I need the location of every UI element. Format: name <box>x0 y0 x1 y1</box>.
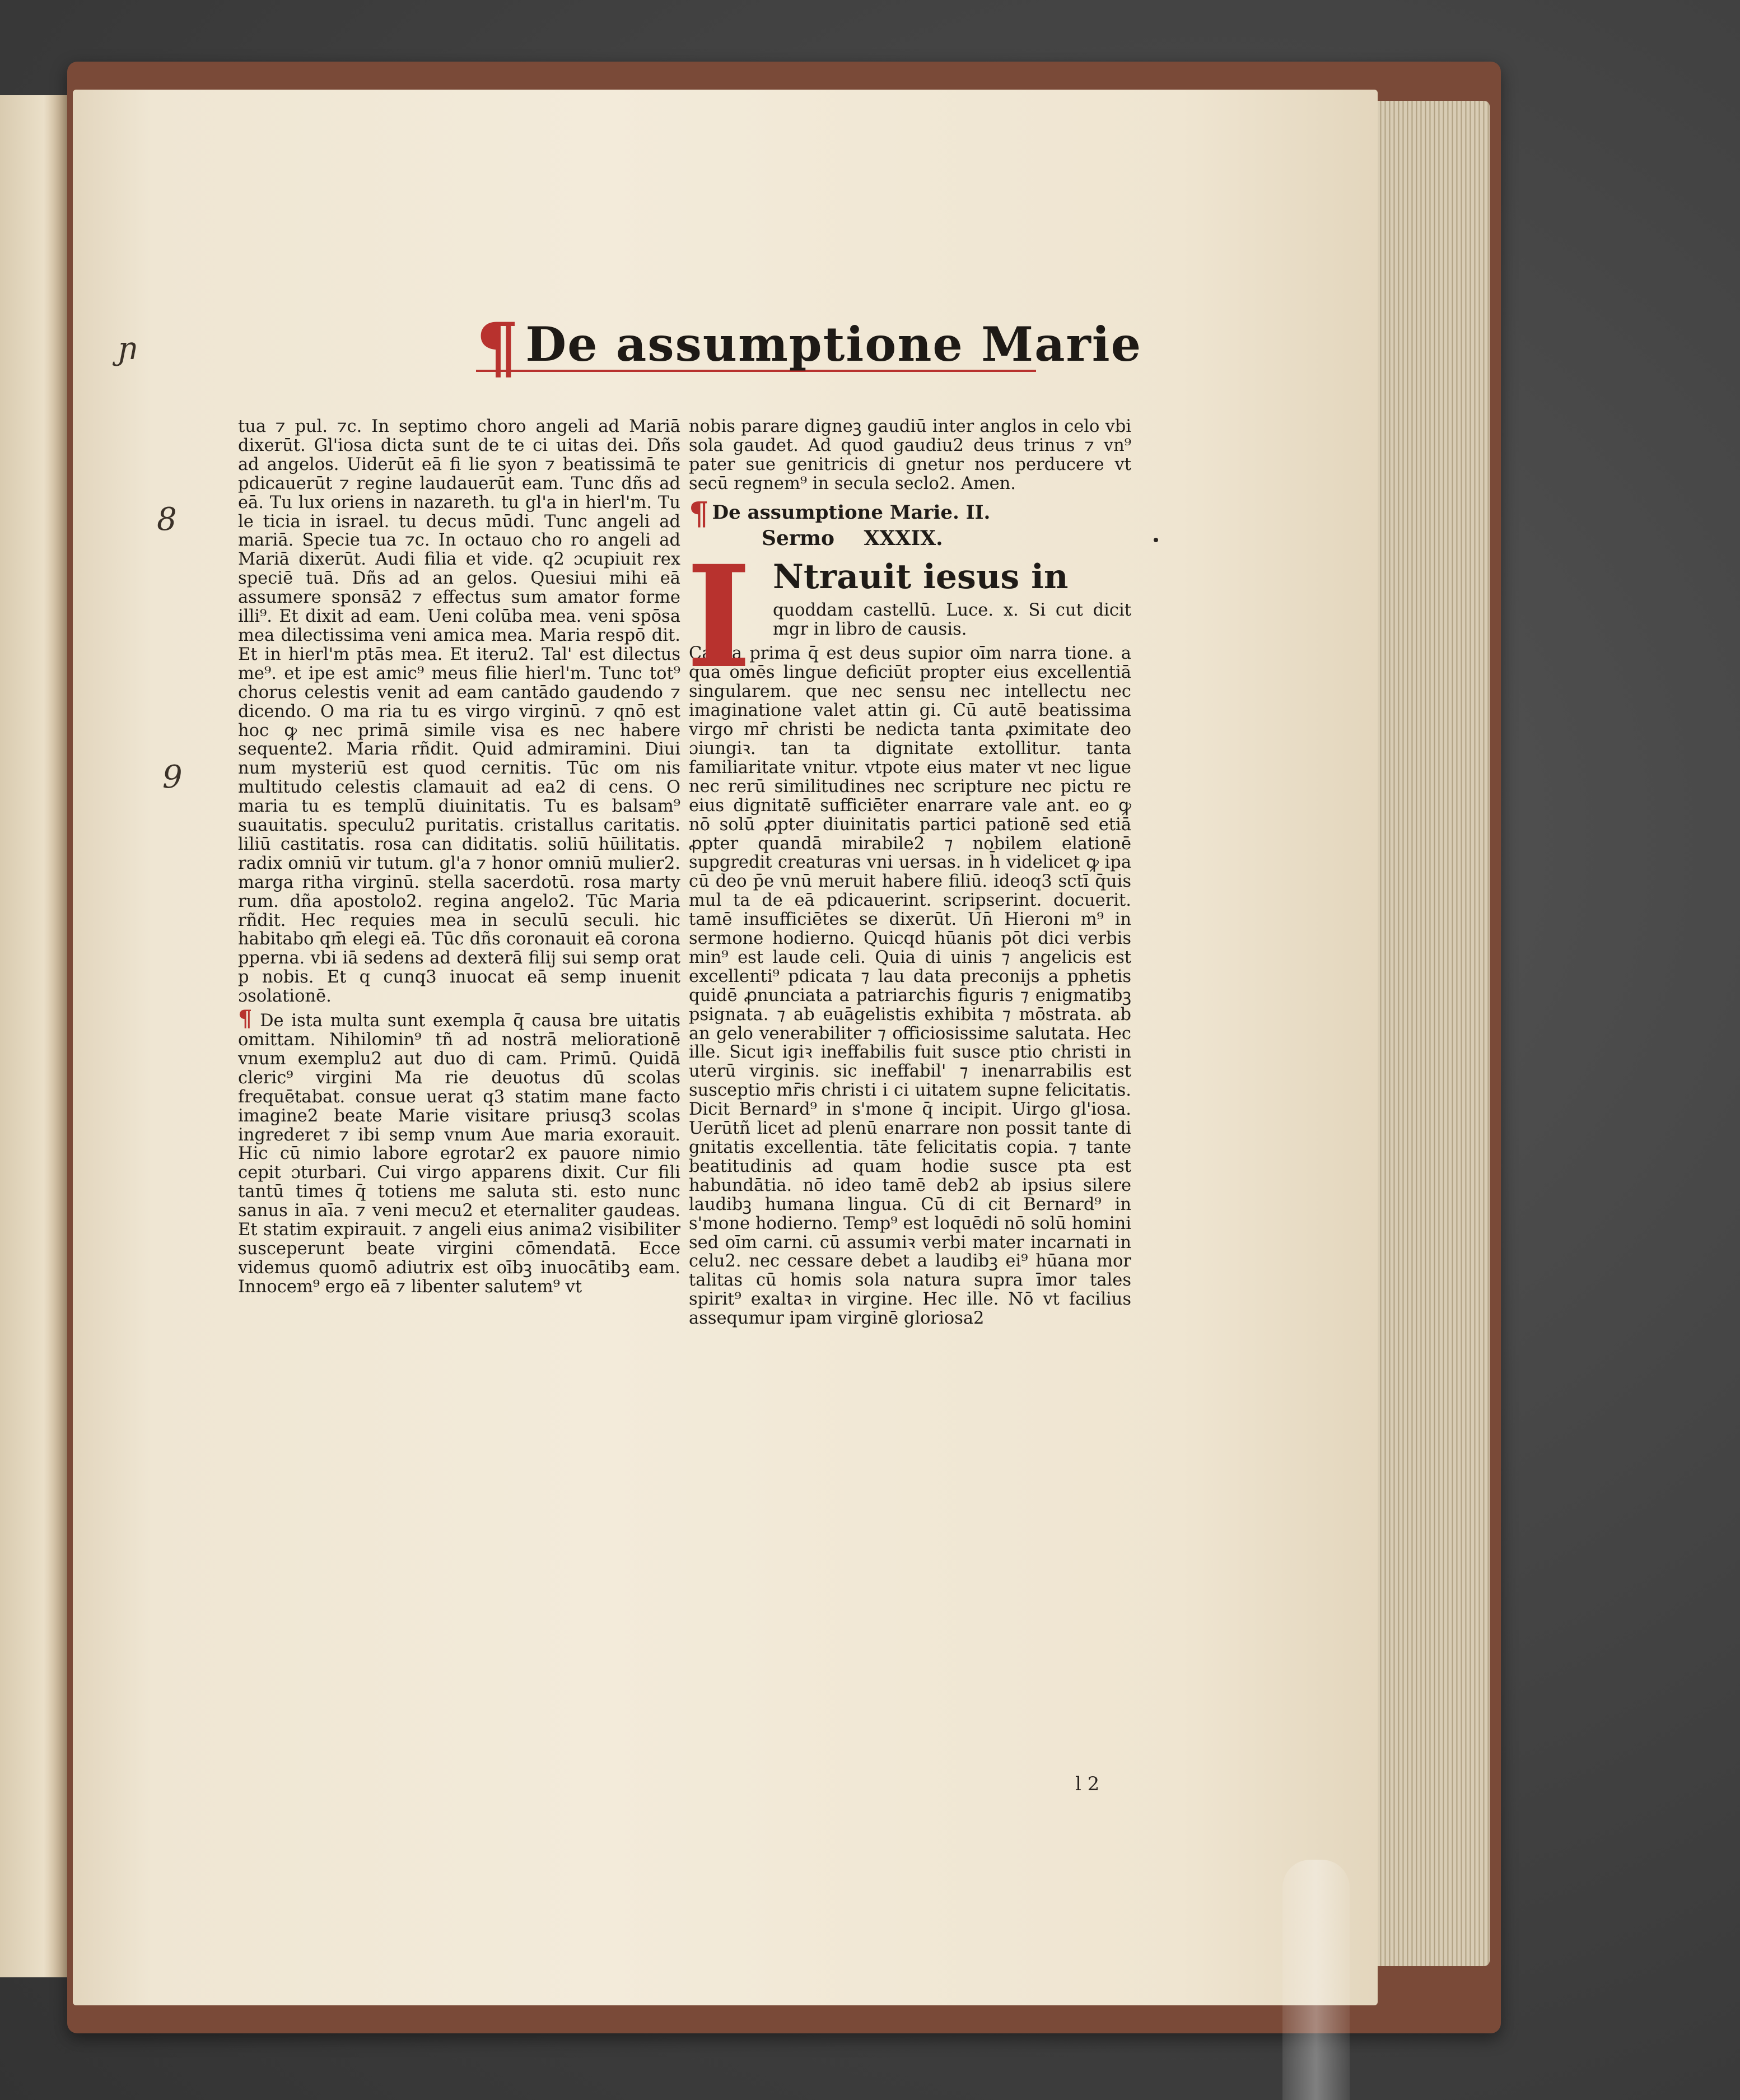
sermon-heading <box>689 495 1131 532</box>
left-column <box>238 417 680 1784</box>
heading-pilcrow: ¶ <box>689 495 709 532</box>
marginal-note-1: ɲ <box>118 330 138 367</box>
marginal-note-3: 9 <box>162 759 183 795</box>
decorated-initial: I <box>686 534 752 699</box>
book-cradle-stand <box>1282 1860 1350 2100</box>
sermon-number-line <box>689 526 1131 551</box>
ink-spot <box>1154 538 1158 542</box>
paragraph-pilcrow: ¶ <box>238 1005 253 1032</box>
sermon-label: Sermo <box>762 526 834 550</box>
sermon-number: XXXIX. <box>864 526 943 550</box>
incipit-continuation: quoddam castellū. Luce. x. Si cut dicit mgr in libro de causis. <box>773 600 1131 639</box>
left-column-paragraph-2-text: De ista multa sunt exempla q̄ causa bre uitatis omittam. Nihilomin⁹ tñ ad nostrā meliorationē vnum exemplu2 aut duo di cam. Primū. Quidā cleric⁹ virgini Ma rie deuotus dū scolas frequētabat. consue uerat q3 statim mane facto imagine2 beate Marie visitare priusq3 scolas ingrederet ⁊ ibi semp vnum Aue maria exorauit. Hic cū nimio labore egrotar2 ex pauore nimio cepit ɔturbari. Cui virgo apparens dixit. Cur fili tantū times q̄ totiens me saluta sti. esto nunc sanus in aīa. ⁊ veni mecu2 et eternaliter gaudeas. Et statim expirauit. ⁊ angeli eius anima2 visibiliter susceperunt beate virgini cōmendatā. Ecce videmus quomō adiutrix est oībꝫ inuocātibꝫ eam. Innocem⁹ ergo eā ⁊ libenter salutem⁹ vt <box>238 1011 680 1297</box>
marginal-note-2: 8 <box>157 501 177 538</box>
left-column-paragraph-2 <box>238 1005 680 1297</box>
incipit-text: Ntrauit iesus in <box>773 557 1069 597</box>
title-pilcrow: ¶ <box>476 308 520 387</box>
left-column-text: tua ⁊ pul. ⁊c. In septimo choro angeli ad Mariā dixerūt. Gl'iosa dicta sunt de te ci uitas dei. Dñs ad angelos. Uiderūt eā fi lie syon ⁊ beatissimā te pdicauerūt ⁊ regine laudauerūt eam. Tunc dñs ad eā. Tu lux oriens in nazareth. tu gl'a in hierl'm. Tu le ticia in israel. tu decus mūdi. Tunc angeli ad mariā. Specie tua ⁊c. In octauo cho ro angeli ad Mariā dixerūt. Audi filia et vide. q2 ɔcupiuit rex speciē tuā. Dñs ad an gelos. Quesiui mihi eā assumere sponsā2 ⁊ effectus sum amator forme illi⁹. Et dixit ad eam. Ueni colūba mea. veni spōsa mea dilectissima veni amica mea. Maria respō dit. Et in hierl'm ptās mea. Et iteru2. Tal' est dilectus me⁹. et ipe est amic⁹ meus filie hierl'm. Tunc tot⁹ chorus celestis venit ad eam cantādo gaudendo ⁊ dicendo. O ma ria tu es virgo virginū. ⁊ qnō est hoc ꝙ nec primā simile visa es nec habere sequente2. Maria rñdit. Quid admiramini. Diui num mysteriū est quod cernitis. Tūc om nis multitudo celestis clamauit ad ea2 di cens. O maria tu es templū diuinitatis. Tu es balsam⁹ suauitatis. speculu2 puritatis. cristallus caritatis. liliū castitatis. rosa can diditatis. soliū hūilitatis. radix omniū vir tutum. gl'a ⁊ honor omniū mulier2. marga ritha virginū. stella sacerdotū. rosa marty rum. dña apostolo2. regina angelo2. Tūc Maria rñdit. Hec requies mea in seculū seculi. hic habitabo qm̄ elegi eā. Tūc dñs coronauit eā corona pperna. vbi iā sedens ad dexterā filij sui semp orat p nobis. Et q cunq3 inuocat eā semp inuenit ɔsolationē. <box>238 417 680 1007</box>
page-title <box>476 308 1142 387</box>
right-column <box>686 417 1131 1762</box>
signature-mark: l 2 <box>1075 1773 1100 1795</box>
book-page <box>73 90 1378 2005</box>
right-column-text: Causa prima q̄ est deus supior oīm narra tione. a qua omēs lingue deficiūt propter eius excellentiā singularem. que nec sensu nec intellectu nec imaginatione valet attin gi. Cū autē beatissima virgo mr̄ christi be nedicta tanta ꝓximitate deo ɔiungiꝛ. tan ta dignitate extollitur. tanta familiaritate vnitur. vtpote eius mater vt nec ligue nec rerū similitudines nec scripture nec pictu re eius dignitatē sufficiēter enarrare vale ant. eo ꝙ nō solū ꝓpter diuinitatis partici pationē sed etiā ꝓpter quandā mirabile2 ⁊ nobilem elationē supgredit creaturas vni uersas. in h̄ videlicet ꝙ ipa cū deo p̄e vnū meruit habere filiū. ideoq3 sctī q̄uis mul ta de eā pdicauerint. scripserint. docuerit. tamē insufficiētes se dixerūt. Un̄ Hieroni m⁹ in sermone hodierno. Quicqd hūanis pōt dici verbis min⁹ est laude celi. Quia di uinis ⁊ angelicis est excellenti⁹ pdicata ⁊ lau data preconijs a pphetis quidē ꝓnunciata a patriarchis figuris ⁊ enigmatibꝫ psignata. ⁊ ab euāgelistis exhibita ⁊ mōstrata. ab an gelo venerabiliter ⁊ officiosissime salutata. Hec ille. Sicut igiꝛ ineffabilis fuit susce ptio christi in uterū virginis. sic ineffabil' ⁊ inenarrabilis est susceptio mr̄is christi i ci uitatem supne felicitatis. Dicit Bernard⁹ in s'mone q̄ incipit. Uirgo gl'iosa. Uerūtñ licet ad plenū enarrare non possit tante di gnitatis excellentia. tāte felicitatis copia. ⁊ tante beatitudinis ad quam hodie susce pta est habundātia. nō ideo tamē deb2 ab ipsius silere laudibꝫ humana lingua. Cū di cit Bernard⁹ in s'mone hodierno. Temp⁹ est loquēdi nō solū homini sed oīm carni. cū assumiꝛ verbi mater incarnati in celu2. nec cessare debet a laudibꝫ ei⁹ hūana mor talitas cū homis sola natura supra īmor tales spirit⁹ exaltaꝛ in virgine. Hec ille. Nō vt facilius assequmur ipam virginē gloriosa2 <box>689 644 1131 1329</box>
sermon-heading-text: De assumptione Marie. II. <box>712 501 991 524</box>
facing-page-edge <box>0 95 76 1977</box>
right-column-opening: nobis parare digneꝫ gaudiū inter anglos in celo vbi sola gaudet. Ad quod gaudiu2 deus trinus ⁊ vn⁹ pater sue genitricis di gnetur nos perducere vt secū regnem⁹ in secula seclo2. Amen. <box>689 417 1131 493</box>
title-text: De assumptione Marie <box>525 316 1142 372</box>
